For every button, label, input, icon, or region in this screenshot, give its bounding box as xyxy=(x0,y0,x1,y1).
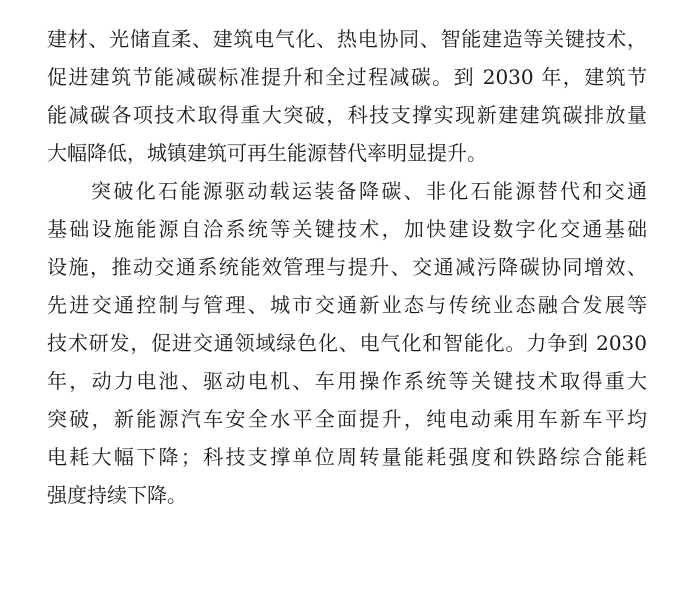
text-line: 强度持续下降。 xyxy=(47,483,187,507)
text-line: 大幅降低，城镇建筑可再生能源替代率明显提升。 xyxy=(47,141,487,165)
text-line: 突破，新能源汽车安全水平全面提升，纯电动乘用车新车平均 xyxy=(47,407,647,431)
text-line: 促进建筑节能减碳标准提升和全过程减碳。到 2030 年，建筑节 xyxy=(47,65,647,89)
paragraph-buildings xyxy=(47,20,647,172)
paragraph-transportation xyxy=(47,172,647,514)
text-line: 突破化石能源驱动载运装备降碳、非化石能源替代和交通 xyxy=(91,179,647,203)
text-line: 电耗大幅下降；科技支撑单位周转量能耗强度和铁路综合能耗 xyxy=(47,445,647,469)
text-line: 年，动力电池、驱动电机、车用操作系统等关键技术取得重大 xyxy=(47,369,647,393)
text-line: 设施，推动交通系统能效管理与提升、交通减污降碳协同增效、 xyxy=(47,255,647,279)
text-line: 能减碳各项技术取得重大突破，科技支撑实现新建建筑碳排放量 xyxy=(47,103,647,127)
text-line: 技术研发，促进交通领域绿色化、电气化和智能化。力争到 2030 xyxy=(47,331,647,355)
text-line: 建材、光储直柔、建筑电气化、热电协同、智能建造等关键技术， xyxy=(47,27,647,51)
text-line: 先进交通控制与管理、城市交通新业态与传统业态融合发展等 xyxy=(47,293,647,317)
text-line: 基础设施能源自洽系统等关键技术，加快建设数字化交通基础 xyxy=(47,217,647,241)
